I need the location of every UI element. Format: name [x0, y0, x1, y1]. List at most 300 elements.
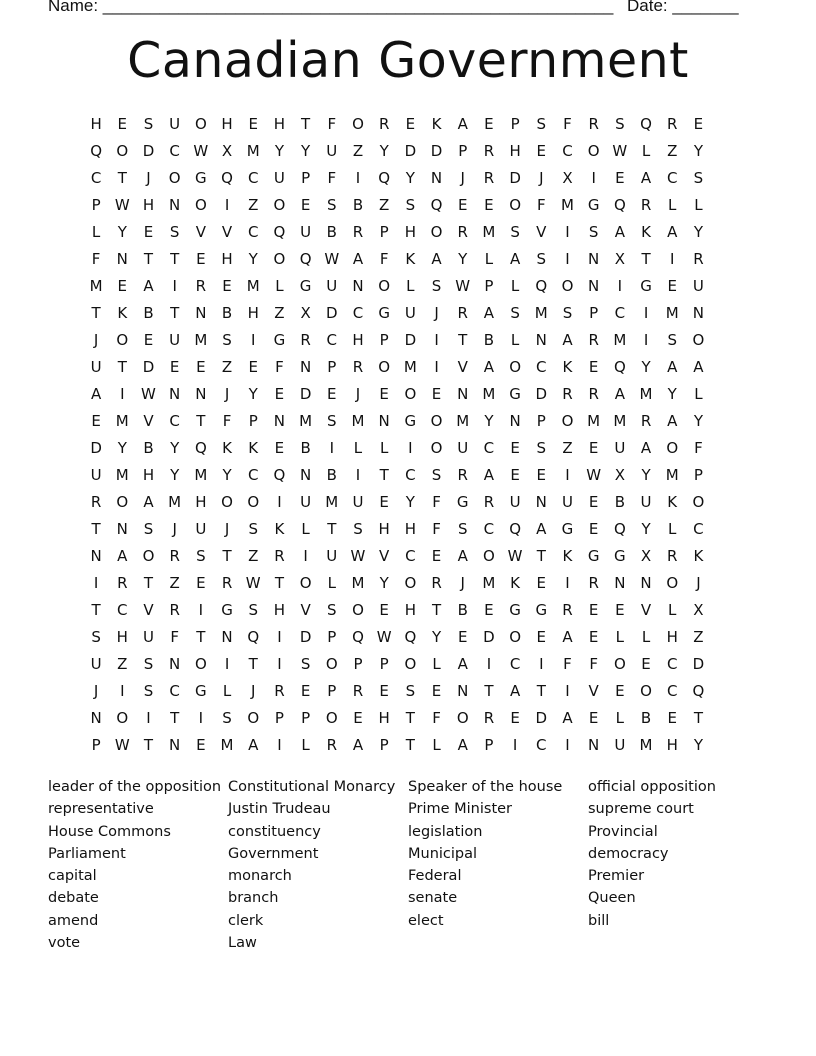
- grid-letter[interactable]: A: [457, 547, 468, 566]
- grid-letter[interactable]: T: [536, 682, 546, 701]
- grid-letter[interactable]: F: [91, 250, 101, 269]
- grid-letter[interactable]: O: [116, 493, 129, 512]
- grid-letter[interactable]: L: [406, 277, 415, 296]
- grid-letter[interactable]: E: [641, 655, 651, 674]
- grid-letter[interactable]: E: [117, 115, 128, 133]
- grid-letter[interactable]: L: [301, 520, 310, 539]
- grid-letter[interactable]: E: [457, 196, 468, 215]
- grid-letter[interactable]: Y: [667, 385, 677, 404]
- grid-letter[interactable]: M: [534, 304, 548, 323]
- grid-letter[interactable]: J: [696, 574, 701, 593]
- name-field-line[interactable]: Name: ______________________________________________________: [48, 0, 614, 15]
- grid-letter[interactable]: R: [562, 385, 573, 404]
- grid-letter[interactable]: U: [300, 493, 312, 512]
- grid-letter[interactable]: W: [507, 547, 523, 566]
- grid-letter[interactable]: R: [274, 547, 285, 566]
- grid-letter[interactable]: E: [379, 601, 389, 620]
- grid-letter[interactable]: O: [666, 439, 679, 458]
- grid-letter[interactable]: M: [168, 493, 182, 512]
- grid-letter[interactable]: I: [434, 331, 439, 350]
- grid-letter[interactable]: I: [565, 250, 570, 269]
- grid-letter[interactable]: R: [588, 574, 599, 593]
- grid-letter[interactable]: Y: [641, 520, 651, 539]
- grid-letter[interactable]: S: [248, 520, 258, 539]
- grid-letter[interactable]: W: [350, 547, 366, 566]
- grid-letter[interactable]: D: [535, 385, 548, 404]
- grid-letter[interactable]: N: [430, 169, 443, 188]
- grid-letter[interactable]: E: [588, 601, 599, 620]
- grid-letter[interactable]: P: [589, 304, 599, 323]
- grid-letter[interactable]: F: [694, 439, 703, 458]
- grid-letter[interactable]: Y: [641, 466, 651, 485]
- grid-letter[interactable]: L: [353, 439, 363, 458]
- grid-letter[interactable]: Z: [221, 358, 233, 377]
- grid-letter[interactable]: T: [274, 574, 284, 593]
- grid-letter[interactable]: E: [536, 574, 547, 593]
- grid-letter[interactable]: Y: [248, 250, 258, 269]
- date-field-line[interactable]: Date: _______: [627, 0, 739, 15]
- grid-letter[interactable]: Z: [667, 142, 678, 161]
- grid-letter[interactable]: F: [432, 709, 441, 728]
- grid-letter[interactable]: F: [170, 628, 179, 647]
- grid-letter[interactable]: R: [352, 223, 364, 242]
- grid-letter[interactable]: L: [510, 277, 520, 296]
- grid-letter[interactable]: I: [670, 250, 675, 269]
- grid-letter[interactable]: O: [430, 412, 443, 431]
- grid-letter[interactable]: E: [667, 709, 677, 728]
- grid-letter[interactable]: D: [483, 628, 495, 647]
- grid-letter[interactable]: N: [640, 574, 652, 593]
- grid-letter[interactable]: D: [509, 169, 521, 188]
- grid-letter[interactable]: L: [510, 331, 520, 350]
- grid-letter[interactable]: G: [273, 331, 286, 350]
- grid-letter[interactable]: H: [90, 115, 102, 133]
- grid-letter[interactable]: O: [325, 655, 338, 674]
- grid-letter[interactable]: E: [379, 493, 389, 512]
- grid-letter[interactable]: U: [509, 493, 521, 512]
- grid-letter[interactable]: M: [639, 385, 653, 404]
- grid-letter[interactable]: Q: [90, 142, 102, 161]
- grid-letter[interactable]: L: [379, 439, 389, 458]
- grid-letter[interactable]: A: [352, 250, 364, 269]
- grid-letter[interactable]: Q: [273, 466, 286, 485]
- grid-letter[interactable]: L: [668, 601, 677, 620]
- grid-letter[interactable]: J: [460, 574, 465, 593]
- grid-letter[interactable]: E: [117, 277, 128, 296]
- grid-letter[interactable]: B: [143, 304, 154, 323]
- grid-letter[interactable]: G: [378, 304, 390, 323]
- grid-letter[interactable]: L: [301, 736, 310, 755]
- grid-letter[interactable]: S: [431, 466, 442, 485]
- grid-letter[interactable]: Y: [641, 358, 651, 377]
- grid-letter[interactable]: G: [195, 169, 207, 188]
- grid-letter[interactable]: Q: [430, 196, 443, 215]
- grid-letter[interactable]: T: [91, 304, 101, 323]
- grid-letter[interactable]: Y: [170, 439, 180, 458]
- grid-letter[interactable]: C: [247, 169, 259, 188]
- grid-letter[interactable]: P: [536, 412, 546, 431]
- grid-letter[interactable]: M: [560, 196, 574, 215]
- grid-letter[interactable]: O: [561, 277, 574, 296]
- grid-letter[interactable]: K: [405, 250, 416, 269]
- grid-letter[interactable]: V: [379, 547, 390, 566]
- grid-letter[interactable]: E: [379, 385, 389, 404]
- grid-letter[interactable]: Z: [248, 196, 259, 215]
- grid-letter[interactable]: C: [693, 520, 704, 539]
- grid-letter[interactable]: J: [539, 169, 544, 188]
- grid-letter[interactable]: J: [460, 169, 465, 188]
- grid-letter[interactable]: Q: [640, 115, 652, 133]
- grid-letter[interactable]: A: [431, 250, 442, 269]
- grid-letter[interactable]: X: [300, 304, 311, 323]
- grid-letter[interactable]: E: [196, 736, 206, 755]
- grid-letter[interactable]: E: [536, 466, 547, 485]
- grid-letter[interactable]: U: [300, 223, 312, 242]
- grid-letter[interactable]: W: [141, 385, 156, 404]
- grid-letter[interactable]: R: [457, 466, 468, 485]
- grid-letter[interactable]: H: [221, 250, 233, 269]
- grid-letter[interactable]: A: [614, 385, 625, 404]
- grid-letter[interactable]: U: [90, 466, 102, 485]
- grid-letter[interactable]: V: [640, 601, 652, 620]
- grid-letter[interactable]: E: [300, 196, 311, 215]
- grid-letter[interactable]: I: [198, 601, 204, 620]
- grid-letter[interactable]: I: [146, 709, 151, 728]
- grid-letter[interactable]: P: [327, 628, 337, 647]
- grid-letter[interactable]: E: [143, 223, 154, 242]
- grid-letter[interactable]: O: [116, 142, 129, 161]
- grid-letter[interactable]: W: [245, 574, 261, 593]
- grid-letter[interactable]: P: [379, 331, 389, 350]
- grid-letter[interactable]: N: [169, 655, 181, 674]
- grid-letter[interactable]: E: [248, 358, 258, 377]
- grid-letter[interactable]: U: [457, 439, 469, 458]
- grid-letter[interactable]: T: [143, 736, 154, 755]
- grid-letter[interactable]: K: [431, 115, 442, 133]
- grid-letter[interactable]: M: [639, 736, 653, 755]
- grid-letter[interactable]: E: [536, 628, 547, 647]
- grid-letter[interactable]: R: [352, 682, 364, 701]
- grid-letter[interactable]: O: [404, 385, 417, 404]
- grid-letter[interactable]: O: [509, 196, 521, 215]
- grid-letter[interactable]: T: [196, 412, 206, 431]
- grid-letter[interactable]: X: [562, 169, 573, 188]
- grid-letter[interactable]: M: [456, 412, 470, 431]
- grid-letter[interactable]: I: [224, 655, 230, 674]
- grid-letter[interactable]: K: [274, 520, 285, 539]
- grid-letter[interactable]: E: [588, 709, 599, 728]
- grid-letter[interactable]: O: [404, 655, 417, 674]
- grid-letter[interactable]: P: [91, 736, 101, 755]
- grid-letter[interactable]: Q: [692, 682, 705, 701]
- grid-letter[interactable]: K: [667, 493, 678, 512]
- grid-letter[interactable]: J: [224, 520, 230, 539]
- grid-letter[interactable]: G: [404, 412, 417, 431]
- grid-letter[interactable]: S: [588, 223, 599, 242]
- grid-letter[interactable]: I: [120, 385, 125, 404]
- grid-letter[interactable]: Y: [405, 169, 415, 188]
- grid-letter[interactable]: M: [115, 412, 129, 431]
- grid-letter[interactable]: Q: [247, 628, 260, 647]
- grid-letter[interactable]: S: [143, 520, 154, 539]
- grid-letter[interactable]: V: [536, 223, 547, 242]
- grid-letter[interactable]: C: [247, 223, 259, 242]
- grid-letter[interactable]: E: [484, 601, 494, 620]
- grid-letter[interactable]: T: [327, 520, 337, 539]
- grid-letter[interactable]: O: [509, 358, 521, 377]
- grid-letter[interactable]: U: [614, 736, 626, 755]
- grid-letter[interactable]: E: [484, 196, 494, 215]
- grid-letter[interactable]: U: [195, 520, 207, 539]
- grid-letter[interactable]: M: [587, 412, 601, 431]
- grid-letter[interactable]: A: [352, 736, 364, 755]
- grid-letter[interactable]: A: [483, 466, 495, 485]
- grid-letter[interactable]: E: [196, 250, 206, 269]
- grid-letter[interactable]: I: [486, 655, 492, 674]
- grid-letter[interactable]: Z: [352, 142, 364, 161]
- grid-letter[interactable]: R: [588, 385, 599, 404]
- grid-letter[interactable]: G: [509, 385, 521, 404]
- grid-letter[interactable]: K: [693, 547, 704, 566]
- grid-letter[interactable]: S: [353, 520, 363, 539]
- grid-letter[interactable]: P: [379, 655, 389, 674]
- grid-letter[interactable]: E: [169, 358, 180, 377]
- grid-letter[interactable]: I: [355, 466, 361, 485]
- grid-letter[interactable]: N: [195, 304, 207, 323]
- grid-letter[interactable]: Z: [274, 304, 285, 323]
- grid-letter[interactable]: E: [405, 115, 416, 133]
- grid-letter[interactable]: O: [325, 709, 338, 728]
- grid-letter[interactable]: A: [509, 250, 521, 269]
- grid-letter[interactable]: L: [327, 574, 336, 593]
- grid-letter[interactable]: V: [143, 412, 154, 431]
- grid-letter[interactable]: C: [352, 304, 364, 323]
- grid-letter[interactable]: O: [194, 655, 207, 674]
- grid-letter[interactable]: E: [588, 628, 599, 647]
- grid-letter[interactable]: D: [299, 385, 312, 404]
- grid-letter[interactable]: G: [535, 601, 548, 620]
- grid-letter[interactable]: S: [431, 277, 442, 296]
- grid-letter[interactable]: R: [588, 115, 599, 133]
- grid-letter[interactable]: N: [116, 520, 128, 539]
- grid-letter[interactable]: D: [404, 331, 417, 350]
- grid-letter[interactable]: X: [640, 547, 652, 566]
- grid-letter[interactable]: P: [510, 115, 520, 133]
- grid-letter[interactable]: A: [536, 520, 547, 539]
- grid-letter[interactable]: I: [565, 466, 570, 485]
- grid-letter[interactable]: T: [405, 709, 415, 728]
- grid-letter[interactable]: M: [246, 277, 260, 296]
- grid-letter[interactable]: Z: [169, 574, 180, 593]
- grid-letter[interactable]: E: [484, 115, 494, 133]
- grid-letter[interactable]: C: [509, 655, 521, 674]
- grid-letter[interactable]: T: [117, 169, 127, 188]
- grid-letter[interactable]: M: [115, 466, 129, 485]
- grid-letter[interactable]: F: [327, 169, 337, 188]
- grid-letter[interactable]: J: [93, 331, 99, 350]
- grid-letter[interactable]: I: [120, 682, 125, 701]
- grid-letter[interactable]: Q: [509, 520, 521, 539]
- grid-letter[interactable]: I: [643, 331, 649, 350]
- grid-letter[interactable]: S: [143, 115, 154, 133]
- grid-letter[interactable]: F: [222, 412, 232, 431]
- grid-letter[interactable]: S: [562, 304, 573, 323]
- grid-letter[interactable]: N: [169, 736, 181, 755]
- grid-letter[interactable]: N: [90, 547, 102, 566]
- grid-letter[interactable]: H: [509, 142, 521, 161]
- grid-letter[interactable]: H: [378, 709, 390, 728]
- grid-letter[interactable]: M: [351, 574, 365, 593]
- grid-letter[interactable]: R: [221, 574, 233, 593]
- grid-letter[interactable]: N: [299, 358, 312, 377]
- grid-letter[interactable]: A: [457, 115, 468, 133]
- grid-letter[interactable]: I: [565, 574, 570, 593]
- grid-letter[interactable]: B: [352, 196, 364, 215]
- grid-letter[interactable]: I: [434, 358, 439, 377]
- grid-letter[interactable]: F: [327, 115, 337, 133]
- grid-letter[interactable]: C: [666, 169, 678, 188]
- grid-letter[interactable]: S: [196, 547, 206, 566]
- grid-letter[interactable]: T: [458, 331, 468, 350]
- grid-letter[interactable]: O: [613, 655, 626, 674]
- grid-letter[interactable]: M: [665, 304, 679, 323]
- grid-letter[interactable]: E: [327, 385, 337, 404]
- grid-letter[interactable]: R: [352, 358, 364, 377]
- grid-letter[interactable]: S: [327, 196, 337, 215]
- grid-letter[interactable]: U: [273, 169, 285, 188]
- grid-letter[interactable]: N: [299, 466, 312, 485]
- grid-letter[interactable]: E: [615, 169, 625, 188]
- grid-letter[interactable]: H: [666, 628, 678, 647]
- grid-letter[interactable]: N: [378, 412, 390, 431]
- grid-letter[interactable]: C: [326, 331, 338, 350]
- grid-letter[interactable]: O: [404, 574, 417, 593]
- grid-letter[interactable]: O: [273, 250, 286, 269]
- grid-letter[interactable]: A: [457, 736, 468, 755]
- grid-letter[interactable]: H: [221, 115, 233, 133]
- grid-letter[interactable]: R: [667, 547, 678, 566]
- grid-letter[interactable]: B: [614, 493, 625, 512]
- grid-letter[interactable]: A: [562, 331, 573, 350]
- grid-letter[interactable]: Q: [352, 628, 364, 647]
- grid-letter[interactable]: S: [300, 655, 311, 674]
- grid-letter[interactable]: G: [561, 520, 574, 539]
- grid-letter[interactable]: O: [640, 682, 652, 701]
- grid-letter[interactable]: B: [326, 223, 337, 242]
- grid-letter[interactable]: C: [666, 655, 678, 674]
- grid-letter[interactable]: Y: [301, 142, 311, 161]
- grid-letter[interactable]: B: [221, 304, 233, 323]
- grid-letter[interactable]: N: [509, 412, 521, 431]
- grid-letter[interactable]: H: [116, 628, 128, 647]
- grid-letter[interactable]: A: [693, 358, 704, 377]
- grid-letter[interactable]: P: [301, 709, 311, 728]
- grid-letter[interactable]: W: [114, 736, 130, 755]
- grid-letter[interactable]: A: [667, 223, 678, 242]
- grid-letter[interactable]: S: [510, 223, 520, 242]
- grid-letter[interactable]: H: [142, 196, 155, 215]
- grid-letter[interactable]: E: [91, 412, 101, 431]
- grid-letter[interactable]: O: [430, 439, 443, 458]
- grid-letter[interactable]: A: [562, 709, 573, 728]
- grid-letter[interactable]: R: [588, 331, 599, 350]
- grid-letter[interactable]: T: [143, 250, 154, 269]
- grid-letter[interactable]: B: [640, 709, 652, 728]
- grid-letter[interactable]: V: [300, 601, 311, 620]
- grid-letter[interactable]: P: [274, 709, 284, 728]
- grid-letter[interactable]: O: [666, 574, 679, 593]
- grid-letter[interactable]: G: [614, 547, 626, 566]
- grid-letter[interactable]: W: [114, 196, 130, 215]
- grid-letter[interactable]: I: [565, 223, 570, 242]
- grid-letter[interactable]: A: [457, 655, 468, 674]
- grid-letter[interactable]: D: [404, 142, 417, 161]
- grid-letter[interactable]: T: [222, 547, 232, 566]
- grid-letter[interactable]: O: [692, 331, 705, 350]
- grid-letter[interactable]: D: [142, 142, 155, 161]
- grid-letter[interactable]: R: [169, 601, 180, 620]
- grid-letter[interactable]: R: [667, 115, 678, 133]
- grid-letter[interactable]: K: [562, 358, 573, 377]
- grid-letter[interactable]: M: [403, 358, 417, 377]
- grid-letter[interactable]: K: [510, 574, 521, 593]
- grid-letter[interactable]: A: [614, 223, 625, 242]
- grid-letter[interactable]: A: [509, 682, 521, 701]
- grid-letter[interactable]: U: [90, 358, 102, 377]
- grid-letter[interactable]: C: [614, 304, 626, 323]
- grid-letter[interactable]: I: [93, 574, 99, 593]
- grid-letter[interactable]: Y: [117, 439, 127, 458]
- grid-letter[interactable]: Z: [248, 547, 259, 566]
- grid-letter[interactable]: I: [277, 628, 282, 647]
- grid-letter[interactable]: I: [643, 304, 649, 323]
- grid-letter[interactable]: E: [300, 682, 311, 701]
- grid-letter[interactable]: L: [432, 736, 441, 755]
- grid-letter[interactable]: I: [591, 169, 596, 188]
- grid-letter[interactable]: J: [434, 304, 439, 323]
- grid-letter[interactable]: N: [614, 574, 626, 593]
- grid-letter[interactable]: O: [378, 358, 391, 377]
- grid-letter[interactable]: E: [615, 682, 625, 701]
- grid-letter[interactable]: H: [352, 331, 364, 350]
- grid-letter[interactable]: Y: [274, 142, 284, 161]
- grid-letter[interactable]: D: [326, 304, 338, 323]
- grid-letter[interactable]: O: [273, 196, 286, 215]
- grid-letter[interactable]: G: [509, 601, 521, 620]
- grid-letter[interactable]: R: [195, 277, 207, 296]
- grid-letter[interactable]: O: [352, 601, 364, 620]
- grid-letter[interactable]: Z: [117, 655, 128, 674]
- grid-letter[interactable]: C: [666, 682, 678, 701]
- grid-letter[interactable]: M: [482, 574, 496, 593]
- grid-letter[interactable]: I: [512, 736, 518, 755]
- grid-letter[interactable]: S: [615, 115, 625, 133]
- grid-letter[interactable]: W: [376, 628, 392, 647]
- grid-letter[interactable]: S: [536, 115, 547, 133]
- grid-letter[interactable]: F: [563, 115, 572, 133]
- grid-letter[interactable]: W: [455, 277, 471, 296]
- grid-letter[interactable]: Y: [248, 385, 258, 404]
- grid-letter[interactable]: P: [248, 412, 258, 431]
- grid-letter[interactable]: L: [641, 142, 651, 161]
- grid-letter[interactable]: T: [431, 601, 442, 620]
- grid-letter[interactable]: P: [484, 277, 494, 296]
- grid-letter[interactable]: M: [613, 331, 627, 350]
- grid-letter[interactable]: C: [169, 412, 180, 431]
- grid-letter[interactable]: U: [640, 493, 652, 512]
- grid-letter[interactable]: M: [351, 412, 365, 431]
- grid-letter[interactable]: K: [248, 439, 259, 458]
